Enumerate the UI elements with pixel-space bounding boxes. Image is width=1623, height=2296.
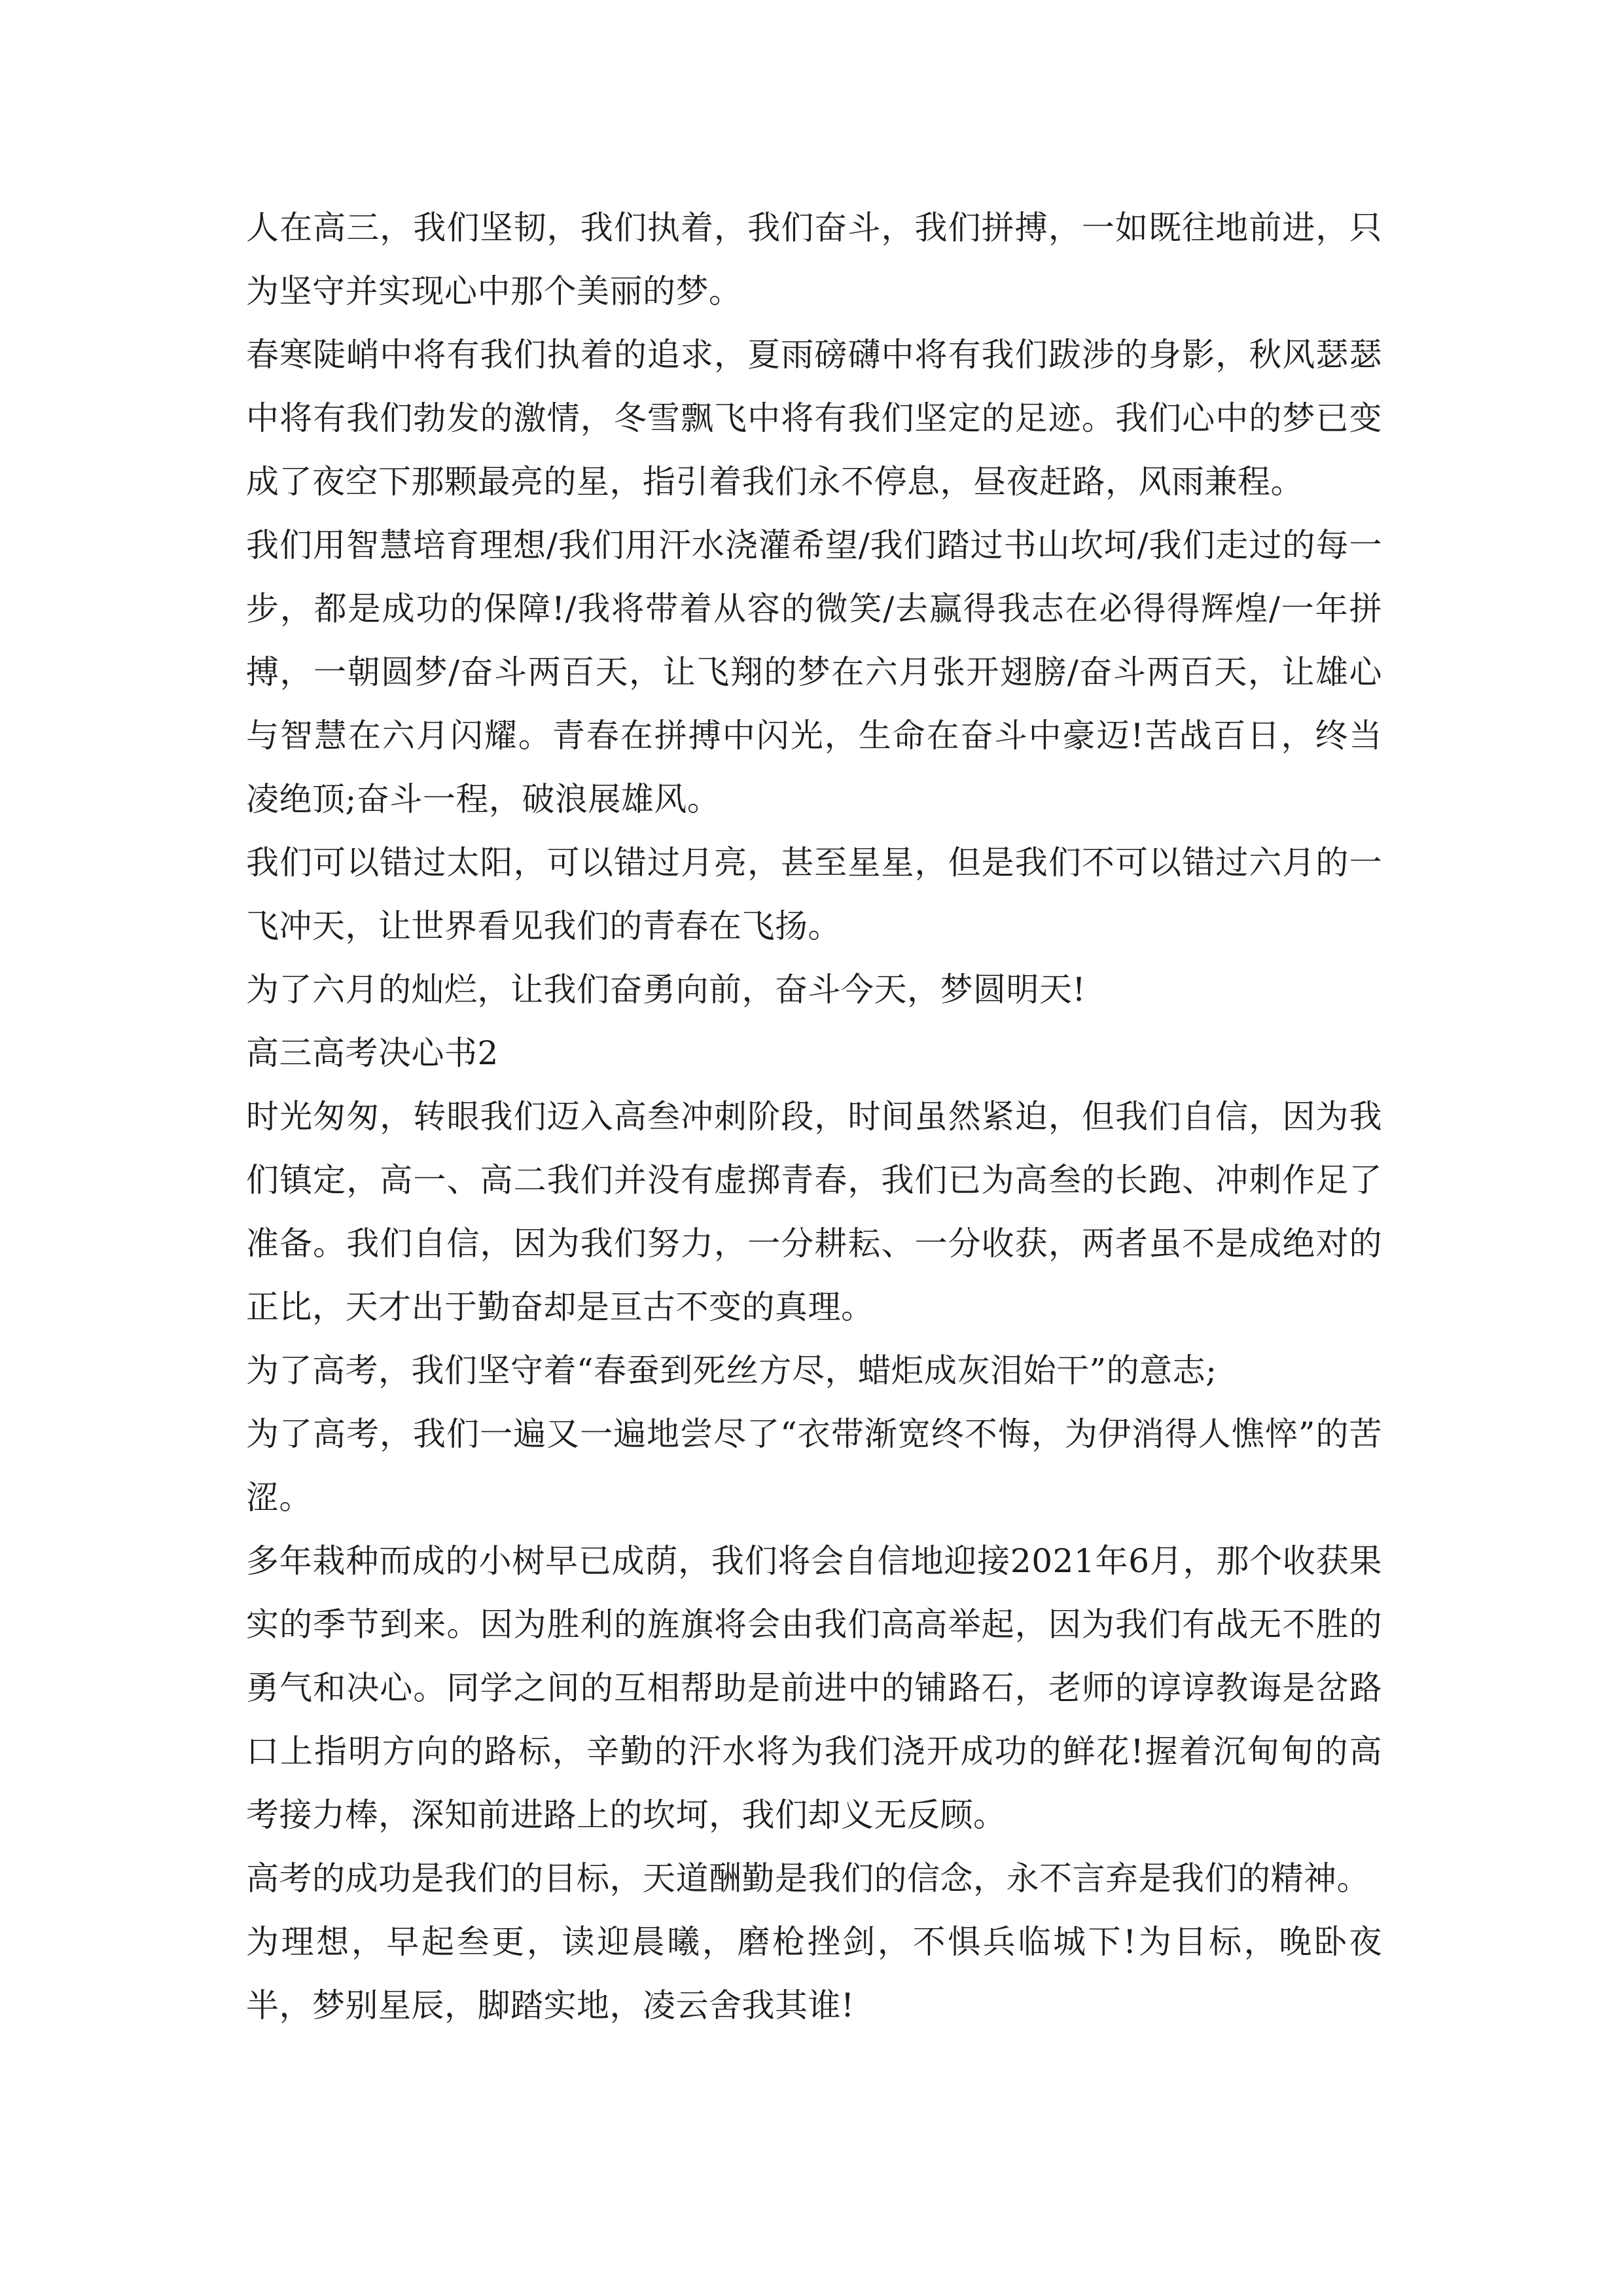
paragraph: 高考的成功是我们的目标，天道酬勤是我们的信念，永不言弃是我们的精神。: [246, 1859, 1370, 1897]
section-heading: 高三高考决心书2: [246, 1034, 499, 1072]
paragraph: 为理想，早起叁更，读迎晨曦，磨枪挫剑，不惧兵临城下!为目标，晚卧夜半，梦别星辰，脚踏实地，凌云舍我其谁!: [246, 1923, 1382, 2024]
paragraph: 我们用智慧培育理想/我们用汗水浇灌希望/我们踏过书山坎坷/我们走过的每一步，都是成功的保障!/我将带着从容的微笑/去赢得我志在必得得辉煌/一年拼搏，一朝圆梦/奋斗两百天，让飞翔的梦在六月张开翅膀/奋斗两百天，让雄心与智慧在六月闪耀。青春在拼搏中闪光，生命在奋斗中豪迈!苦战百日，终当凌绝顶;奋斗一程，破浪展雄风。: [246, 526, 1382, 818]
paragraph: 为了高考，我们一遍又一遍地尝尽了“衣带渐宽终不悔，为伊消得人憔悴”的苦涩。: [246, 1415, 1382, 1516]
paragraph: 时光匆匆，转眼我们迈入高叁冲刺阶段，时间虽然紧迫，但我们自信，因为我们镇定，高一、高二我们并没有虚掷青春，我们已为高叁的长跑、冲刺作足了准备。我们自信，因为我们努力，一分耕耘、一分收获，两者虽不是成绝对的正比，天才出于勤奋却是亘古不变的真理。: [246, 1098, 1382, 1326]
paragraph: 多年栽种而成的小树早已成荫，我们将会自信地迎接2021年6月，那个收获果实的季节到来。因为胜利的旌旗将会由我们高高举起，因为我们有战无不胜的勇气和决心。同学之间的互相帮助是前进中的铺路石，老师的谆谆教诲是岔路口上指明方向的路标，辛勤的汗水将为我们浇开成功的鲜花!握着沉甸甸的高考接力棒，深知前进路上的坎坷，我们却义无反顾。: [246, 1542, 1382, 1834]
paragraph: 为了高考，我们坚守着“春蚕到死丝方尽，蜡炬成灰泪始干”的意志;: [246, 1352, 1217, 1390]
document-body: [246, 196, 1382, 2037]
paragraph: 人在高三，我们坚韧，我们执着，我们奋斗，我们拼搏，一如既往地前进，只为坚守并实现心中那个美丽的梦。: [246, 209, 1382, 310]
paragraph: 我们可以错过太阳，可以错过月亮，甚至星星，但是我们不可以错过六月的一飞冲天，让世界看见我们的青春在飞扬。: [246, 844, 1382, 945]
paragraph: 为了六月的灿烂，让我们奋勇向前，奋斗今天，梦圆明天!: [246, 971, 1086, 1009]
paragraph: 春寒陡峭中将有我们执着的追求，夏雨磅礴中将有我们跋涉的身影，秋风瑟瑟中将有我们勃发的激情，冬雪飘飞中将有我们坚定的足迹。我们心中的梦已变成了夜空下那颗最亮的星，指引着我们永不停息，昼夜赶路，风雨兼程。: [246, 336, 1382, 501]
